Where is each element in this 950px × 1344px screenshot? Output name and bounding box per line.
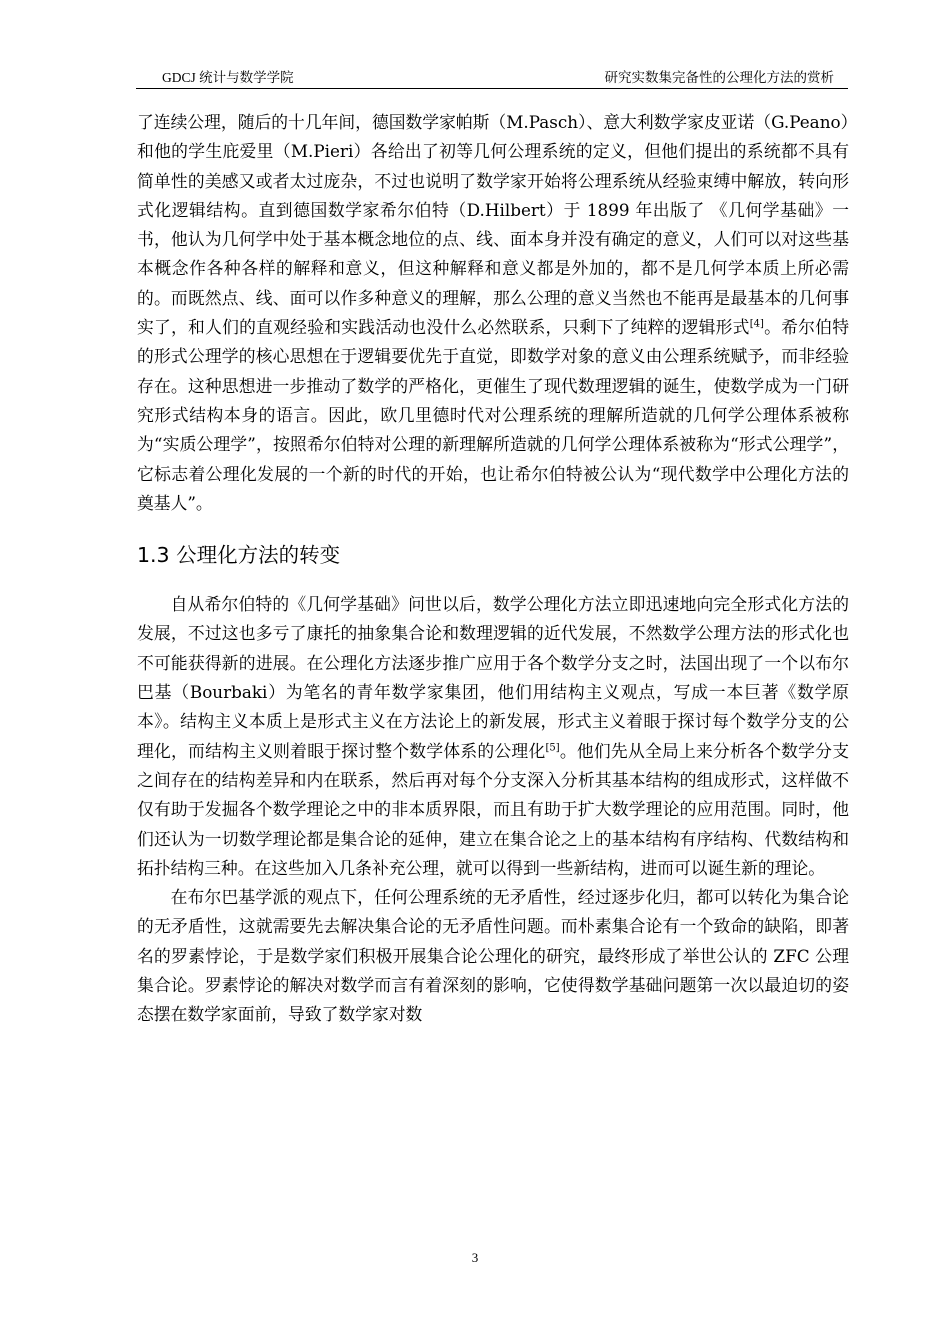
section-heading: 1.3 公理化方法的转变 — [137, 543, 341, 568]
header-left-text: GDCJ 统计与数学学院 — [162, 70, 294, 85]
paragraph-2-text-a: 自从希尔伯特的《几何学基础》问世以后，数学公理化方法立即迅速地向完全形式化方法的发展，不过这也多亏了康托的抽象集合论和数理逻辑的近代发展，不然数学公理方法的形式化也不可能获得新的进展。在公理化方法逐步推广应用于各个数学分支之时，法国出现了一个以布尔巴基（Bourbaki）为笔名的青年数学家集团，他们用结构主义观点，写成一本巨著《数学原本》。结构主义本质上是形式主义在方法论上的新发展，形式主义着眼于探讨每个数学分支的公理化，而结构主义则着眼于探讨整个数学体系的公理化 — [137, 594, 849, 761]
paragraph-1 — [137, 108, 849, 518]
paragraph-1-text-b: 。希尔伯特的形式公理学的核心思想在于逻辑要优先于直觉，即数学对象的意义由公理系统赋予，而非经验存在。这种思想进一步推动了数学的严格化，更催生了现代数理逻辑的诞生，使数学成为一门研究形式结构本身的语言。因此，欧几里德时代对公理系统的理解所造就的几何学公理体系被称为“实质公理学”，按照希尔伯特对公理的新理解所造就的几何学公理体系被称为“形式公理学”，它标志着公理化发展的一个新的时代的开始，也让希尔伯特被公认为“现代数学中公理化方法的奠基人”。 — [137, 317, 849, 513]
page-number: 3 — [471, 1250, 479, 1265]
main-content — [137, 108, 849, 1030]
paragraph-2 — [137, 590, 849, 883]
paragraph-1-text-a: 了连续公理，随后的十几年间，德国数学家帕斯（M.Pasch）、意大利数学家皮亚诺（G.Peano）和他的学生庇爱里（M.Pieri）各给出了初等几何公理系统的定义，但他们提出的系统都不具有简单性的美感又或者太过庞杂，不过也说明了数学家开始将公理系统从经验束缚中解放，转向形式化逻辑结构。直到德国数学家希尔伯特（D.Hilbert）于 1899 年出版了 《几何学基础》一书，他认为几何学中处于基本概念地位的点、线、面本身并没有确定的意义，人们可以对这些基本概念作各种各样的解释和意义，但这种解释和意义都是外加的，都不是几何学本质上所必需的。而既然点、线、面可以作多种意义的理解，那么公理的意义当然也不能再是最基本的几何事实了，和人们的直观经验和实践活动也没什么必然联系，只剩下了纯粹的逻辑形式 — [137, 112, 849, 338]
page-header — [136, 62, 848, 89]
citation-5: [5] — [545, 742, 560, 754]
header-right-text: 研究实数集完备性的公理化方法的赏析 — [604, 70, 834, 85]
paragraph-3: 在布尔巴基学派的观点下，任何公理系统的无矛盾性，经过逐步化归，都可以转化为集合论的无矛盾性，这就需要先去解决集合论的无矛盾性问题。而朴素集合论有一个致命的缺陷，即著名的罗素悖论，于是数学家们积极开展集合论公理化的研究，最终形成了举世公认的 ZFC 公理集合论。罗素悖论的解决对数学而言有着深刻的影响，它使得数学基础问题第一次以最迫切的姿态摆在数学家面前，导致了数学家对数 — [137, 887, 849, 1025]
paragraph-2-text-b: 。他们先从全局上来分析各个数学分支之间存在的结构差异和内在联系，然后再对每个分支深入分析其基本结构的组成形式，这样做不仅有助于发掘各个数学理论之中的非本质界限，而且有助于扩大数学理论的应用范围。同时，他们还认为一切数学理论都是集合论的延伸，建立在集合论之上的基本结构有序结构、代数结构和拓扑结构三种。在这些加入几条补充公理，就可以得到一些新结构，进而可以诞生新的理论。 — [137, 740, 849, 878]
citation-4: [4] — [749, 318, 764, 330]
